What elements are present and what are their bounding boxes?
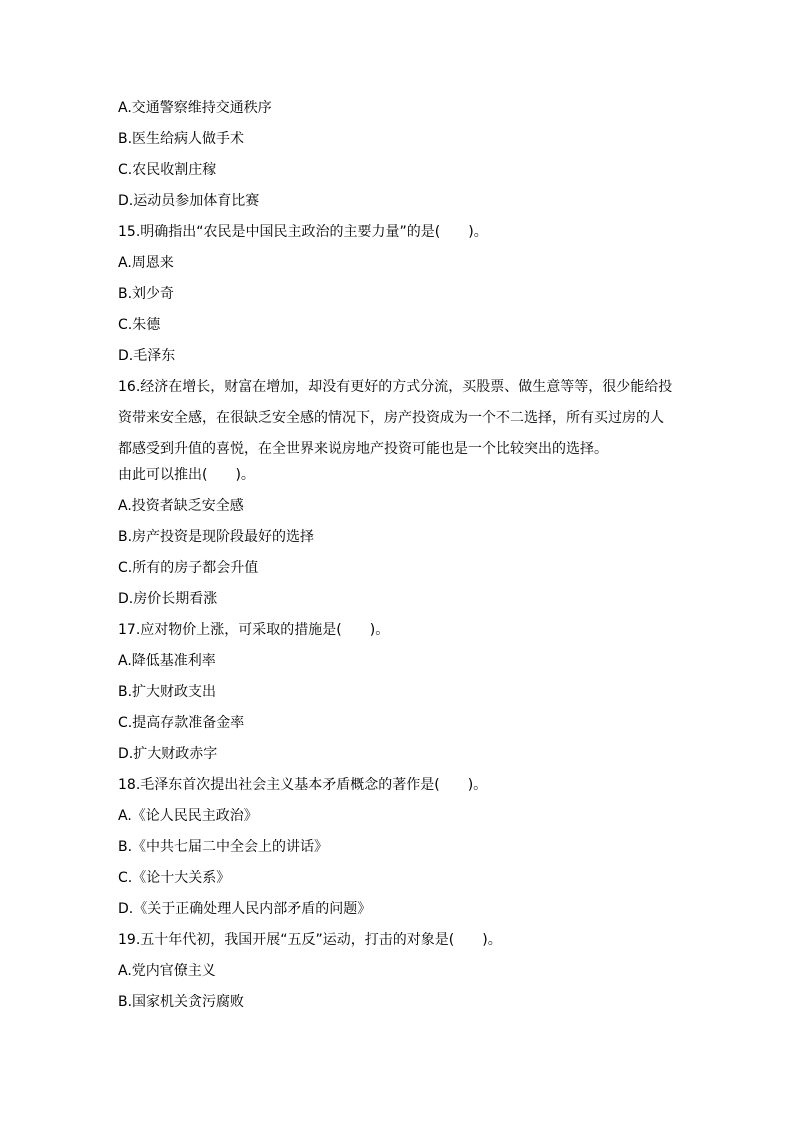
q17-option-d: D.扩大财政赤字 (118, 746, 218, 762)
q15-stem: 15.明确指出“农民是中国民主政治的主要力量”的是( )。 (118, 224, 488, 240)
q16-stem-line-3: 都感受到升值的喜悦，在全世界来说房地产投资可能也是一个比较突出的选择。 (118, 441, 608, 457)
q19-stem: 19.五十年代初，我国开展“五反”运动，打击的对象是( )。 (118, 932, 502, 948)
q15-option-d: D.毛泽东 (118, 348, 176, 364)
q14-option-b: B.医生给病人做手术 (118, 131, 245, 147)
q18-option-d: D.《关于正确处理人民内部矛盾的问题》 (118, 901, 372, 917)
q16-stem-line-1: 16.经济在增长，财富在增加，却没有更好的方式分流，买股票、做生意等等，很少能给投 (118, 379, 673, 395)
q14-option-a: A.交通警察维持交通秩序 (118, 100, 272, 116)
q16-stem (118, 377, 678, 496)
q16-option-d: D.房价长期看涨 (118, 591, 218, 607)
q15-option-c: C.朱德 (118, 317, 161, 333)
question-list (118, 98, 678, 1023)
q17-option-b: B.扩大财政支出 (118, 684, 217, 700)
q19-option-b: B.国家机关贪污腐败 (118, 994, 245, 1010)
q18-stem: 18.毛泽东首次提出社会主义基本矛盾概念的著作是( )。 (118, 777, 488, 793)
q18-option-a: A.《论人民民主政治》 (118, 808, 258, 824)
q17-option-c: C.提高存款准备金率 (118, 715, 245, 731)
q15-option-b: B.刘少奇 (118, 286, 175, 302)
q14-option-c: C.农民收割庄稼 (118, 162, 217, 178)
q16-option-c: C.所有的房子都会升值 (118, 560, 259, 576)
q17-stem: 17.应对物价上涨，可采取的措施是( )。 (118, 622, 390, 638)
q16-stem-line-2: 资带来安全感，在很缺乏安全感的情况下，房产投资成为一个不二选择，所有买过房的人 (118, 410, 664, 426)
q17-option-a: A.降低基准利率 (118, 653, 216, 669)
q14-option-d: D.运动员参加体育比赛 (118, 193, 260, 209)
q19-option-a: A.党内官僚主义 (118, 963, 216, 979)
q15-option-a: A.周恩来 (118, 255, 174, 271)
q18-option-b: B.《中共七届二中全会上的讲话》 (118, 839, 329, 855)
q16-stem-line-4: 由此可以推出( )。 (118, 467, 255, 483)
q16-option-b: B.房产投资是现阶段最好的选择 (118, 529, 315, 545)
q18-option-c: C.《论十大关系》 (118, 870, 231, 886)
q16-option-a: A.投资者缺乏安全感 (118, 498, 244, 514)
